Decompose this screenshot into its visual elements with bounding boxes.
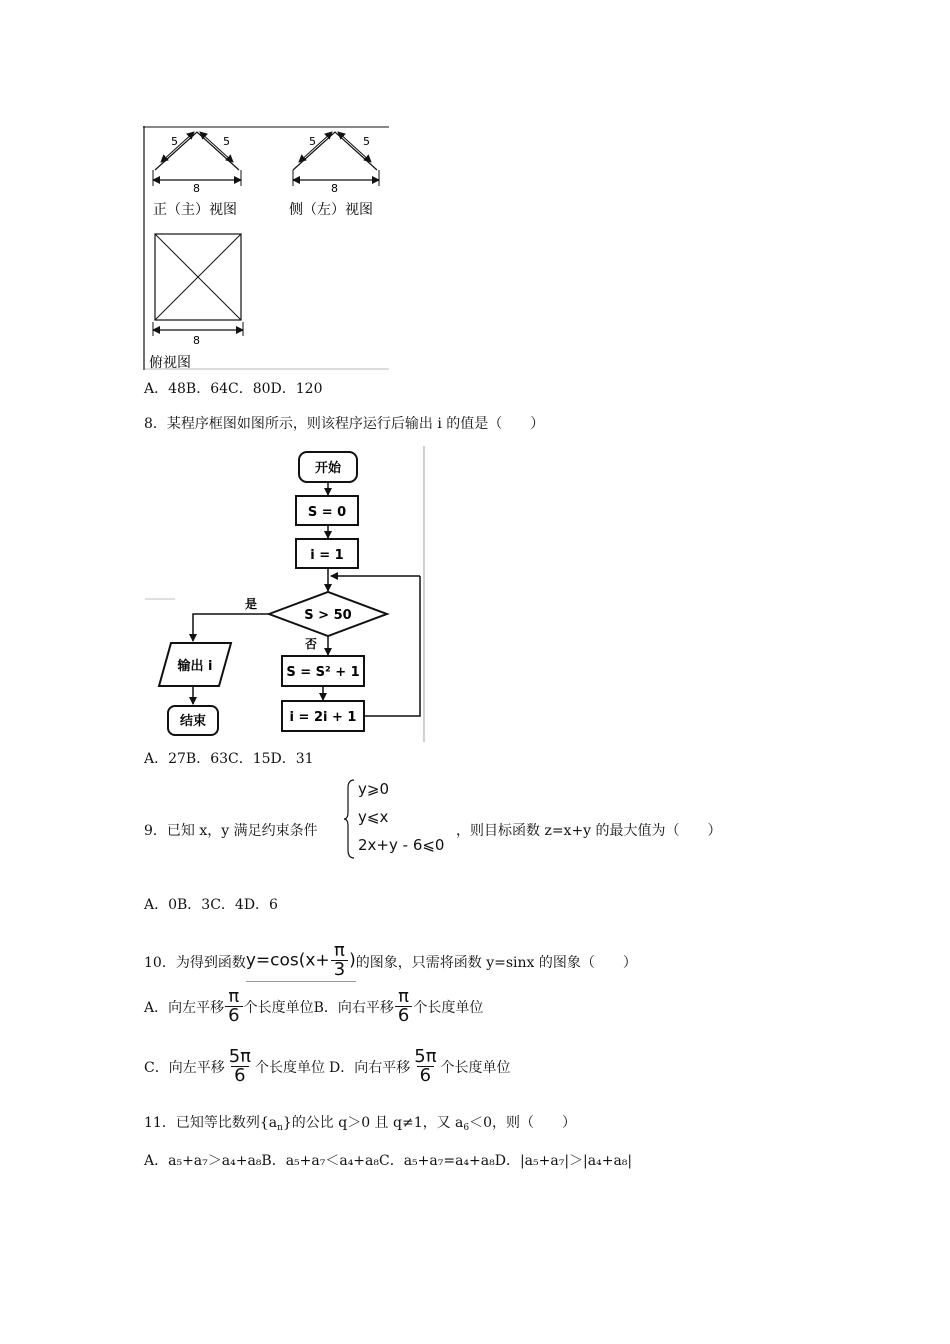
side-dim-base: 8 [331,182,338,195]
q9-stem-after: ，则目标函数 z=x+y 的最大值为（ ） [456,823,722,839]
side-dim-left: 5 [309,135,316,148]
q10-stem [144,942,637,982]
q10-optB-pre: B．向右平移 [313,999,394,1016]
q10-optA-fraction [225,988,242,1025]
q10-options-ab [144,988,483,1025]
q10-optB-num: π [398,986,410,1007]
q10-optD-fraction [411,1048,439,1085]
front-view-caption: 正（主）视图 [153,202,237,218]
flow-s0: S = 0 [307,505,347,520]
side-view-caption: 侧（左）视图 [289,202,373,218]
top-view-caption: 俯视图 [149,355,191,370]
flow-i1: i = 1 [310,548,344,563]
q10-optB-fraction [395,988,412,1025]
q10-optB-den: 6 [395,1006,412,1025]
flow-no: 否 [305,637,318,651]
q11-sub-n: n [277,1123,283,1133]
side-dim-right: 5 [363,135,370,148]
q10-func-den: 3 [331,960,348,979]
q10-optD-pre: D．向右平移 [329,1059,411,1076]
flow-update-s: S = S² + 1 [286,665,360,680]
flow-yes: 是 [245,597,258,611]
flowchart-figure [145,446,427,742]
q10-optB-post: 个长度单位 [413,999,484,1016]
q9-constraint-system [342,778,462,860]
q7-options: A．48B．64C．80D．120 [144,381,323,397]
q10-func-right: ) [349,950,356,971]
q10-optC-fraction [226,1048,254,1085]
q9-constraint-3: 2x+y - 6⩽0 [358,836,445,854]
q10-optC-post: 个长度单位 [255,1059,326,1076]
flow-cond: S > 50 [304,608,352,623]
q10-optC-pre: C．向左平移 [144,1059,225,1076]
three-view-diagram [143,126,391,370]
q11-stem-c: ＜0，则（ ） [469,1115,577,1131]
q9-constraint-1: y⩾0 [358,780,389,798]
q11-sub-6: 6 [463,1123,470,1133]
q9-options: A．0B．3C．4D．6 [144,897,278,913]
q11-options: A．a₅+a₇＞a₄+a₈B．a₅+a₇＜a₄+a₈C．a₅+a₇=a₄+a₈D．|a₅+a₇|＞|a₄+a₈| [144,1153,633,1169]
q10-function [246,942,356,982]
q11-stem-b: }的公比 q＞0 且 q≠1，又 a [282,1115,464,1131]
q9-stem-before: 9．已知 x，y 满足约束条件 [144,823,318,839]
q10-optA-pre: A．向左平移 [144,999,225,1016]
q10-optA-den: 6 [225,1006,242,1025]
q11-stem-a: 11．已知等比数列{a [144,1115,278,1131]
q10-stem-after: 的图象，只需将函数 y=sinx 的图象（ ） [355,955,637,971]
q10-func-fraction [331,942,348,979]
q10-optA-num: π [228,986,240,1007]
q10-optA-post: 个长度单位 [243,999,314,1016]
q10-func-num: π [333,940,345,961]
q10-optD-post: 个长度单位 [440,1059,511,1076]
q10-optD-num: 5π [414,1046,437,1067]
front-dim-left: 5 [171,135,178,148]
brace-icon [342,778,356,860]
top-view [153,234,243,336]
three-view-figure [143,126,391,370]
flow-output: 输出 i [177,659,213,674]
q8-options: A．27B．63C．15D．31 [144,751,314,767]
flowchart-diagram [145,446,427,742]
q10-optD-den: 6 [417,1066,434,1085]
q10-func-left: y=cos(x+ [245,950,330,971]
top-dim-base: 8 [193,334,200,347]
q10-optC-num: 5π [228,1046,252,1067]
q10-options-cd [144,1048,511,1085]
flow-end: 结束 [179,714,207,729]
q9-constraint-2: y⩽x [358,808,389,826]
front-dim-base: 8 [193,182,200,195]
q11-stem [144,1112,576,1133]
q10-optC-den: 6 [231,1066,248,1085]
q10-stem-before: 10．为得到函数 [144,955,246,971]
flow-update-i: i = 2i + 1 [289,710,357,725]
q8-stem: 8．某程序框图如图所示，则该程序运行后输出 i 的值是（ ） [144,416,545,432]
flow-start: 开始 [314,461,342,476]
front-dim-right: 5 [223,135,230,148]
